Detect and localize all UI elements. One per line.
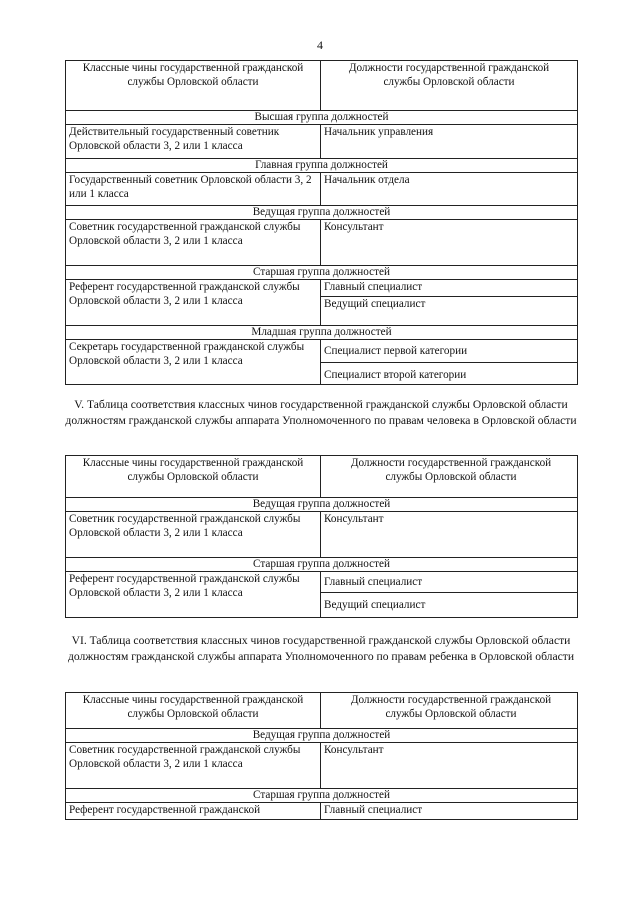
- header-positions: Должности государственной гражданской службы Орловской области: [321, 61, 578, 111]
- position-cell: Главный специалист: [321, 572, 578, 593]
- position-cell: Специалист первой категории: [321, 340, 578, 363]
- group-heading: Младшая группа должностей: [66, 326, 578, 340]
- rank-cell: Государственный советник Орловской области 3, 2 или 1 класса: [66, 173, 321, 206]
- position-cell: Главный специалист: [321, 803, 578, 820]
- position-cell: Начальник отдела: [321, 173, 578, 206]
- group-heading: Ведущая группа должностей: [66, 498, 578, 512]
- table-header-row: [66, 693, 578, 729]
- position-cell: Консультант: [321, 512, 578, 558]
- rank-cell: Референт государственной гражданской службы Орловской области 3, 2 или 1 класса: [66, 280, 321, 326]
- header-positions: Должности государственной гражданской службы Орловской области: [321, 456, 578, 498]
- page-number: 4: [317, 38, 323, 52]
- rank-position-table-main: [65, 60, 578, 385]
- rank-cell: Референт государственной гражданской службы Орловской области 3, 2 или 1 класса: [66, 572, 321, 618]
- section-5-title: V. Таблица соответствия классных чинов государственной гражданской службы Орловской области должностям гражданской службы аппарата Уполномоченного по правам человека в Орловской области: [65, 398, 577, 427]
- group-heading: Высшая группа должностей: [66, 111, 578, 125]
- position-cell: Консультант: [321, 743, 578, 789]
- position-cell: Специалист второй категории: [321, 363, 578, 385]
- group-heading: Ведущая группа должностей: [66, 729, 578, 743]
- header-ranks: Классные чины государственной гражданской службы Орловской области: [66, 61, 321, 111]
- position-cell: Ведущий специалист: [321, 593, 578, 618]
- header-ranks: Классные чины государственной гражданской службы Орловской области: [66, 456, 321, 498]
- group-heading: Старшая группа должностей: [66, 266, 578, 280]
- rank-position-table-section-5: [65, 455, 578, 618]
- position-cell: Начальник управления: [321, 125, 578, 159]
- rank-cell: Референт государственной гражданской: [66, 803, 321, 820]
- rank-cell: Действительный государственный советник Орловской области 3, 2 или 1 класса: [66, 125, 321, 159]
- rank-cell: Советник государственной гражданской службы Орловской области 3, 2 или 1 класса: [66, 220, 321, 266]
- group-heading: Ведущая группа должностей: [66, 206, 578, 220]
- position-cell: Ведущий специалист: [321, 297, 578, 326]
- rank-position-table-section-6: [65, 692, 578, 820]
- section-6-title: VI. Таблица соответствия классных чинов государственной гражданской службы Орловской области должностям гражданской службы аппарата Уполномоченного по правам ребенка в Орловской области: [67, 634, 575, 663]
- header-ranks: Классные чины государственной гражданской службы Орловской области: [66, 693, 321, 729]
- header-positions: Должности государственной гражданской службы Орловской области: [321, 693, 578, 729]
- table-header-row: [66, 456, 578, 498]
- rank-cell: Советник государственной гражданской службы Орловской области 3, 2 или 1 класса: [66, 512, 321, 558]
- group-heading: Главная группа должностей: [66, 159, 578, 173]
- rank-cell: Советник государственной гражданской службы Орловской области 3, 2 или 1 класса: [66, 743, 321, 789]
- rank-cell: Секретарь государственной гражданской службы Орловской области 3, 2 или 1 класса: [66, 340, 321, 385]
- table-header-row: [66, 61, 578, 111]
- position-cell: Главный специалист: [321, 280, 578, 297]
- group-heading: Старшая группа должностей: [66, 789, 578, 803]
- group-heading: Старшая группа должностей: [66, 558, 578, 572]
- position-cell: Консультант: [321, 220, 578, 266]
